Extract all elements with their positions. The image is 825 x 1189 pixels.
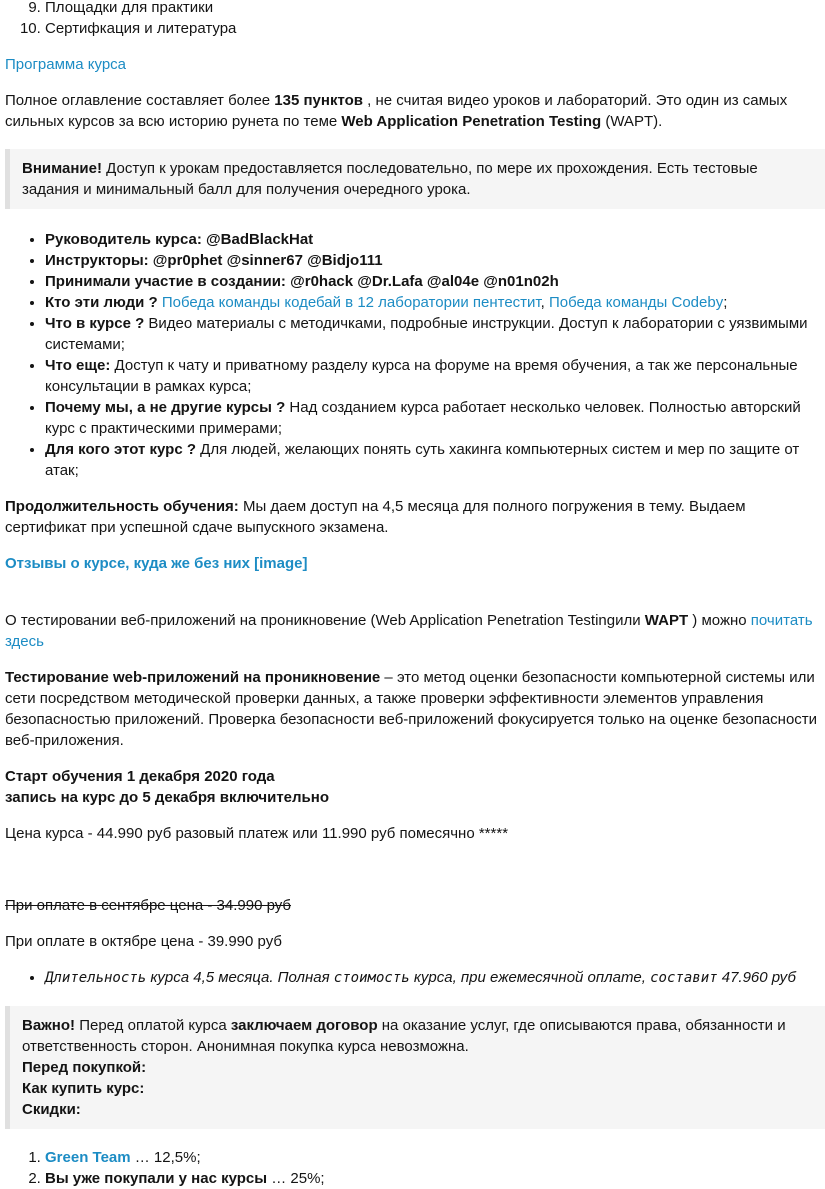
codeby-win-link[interactable]: Победа команды Codeby: [548, 294, 724, 311]
duration-text: Мы даем доступ на 4,5 месяца для полного погружения в тему. Выдаем: [238, 498, 746, 515]
price-october: При оплате в октябре цена - 39.990 руб: [5, 933, 282, 950]
program-paragraph: [5, 54, 825, 75]
discount-label: Вы уже покупали у нас курсы: [45, 1170, 268, 1187]
important-text: ответственность сторон. Анонимная покупка курса невозможна.: [22, 1038, 469, 1055]
info-value: @BadBlackHat: [201, 231, 314, 248]
duration-note-word: составит: [650, 970, 718, 986]
intro-text: (WAPT).: [601, 113, 663, 130]
info-value: атак;: [45, 462, 79, 479]
read-more-link-here[interactable]: здесь: [5, 633, 44, 650]
duration-text: сертификат при успешной сдаче выпускного экзамена.: [5, 519, 389, 536]
info-value: @r0hack @Dr.Lafa @al04e @n01n02h: [285, 273, 559, 290]
definition-paragraph: [5, 667, 825, 751]
list-item: [45, 967, 796, 989]
read-more-link[interactable]: почитать: [750, 612, 813, 629]
definition-text: – это метод оценки безопасности компьютерной системы или: [380, 669, 815, 686]
info-label: Кто эти люди ?: [45, 294, 158, 311]
start-date: Старт обучения 1 декабря 2020 года: [5, 768, 275, 785]
duration-label: Продолжительность обучения:: [5, 498, 239, 515]
notice-text: Доступ к урокам предоставляется последовательно, по мере их прохождения. Есть тестовые: [101, 160, 758, 177]
intro-topic: Web Application Penetration Testing: [341, 113, 602, 130]
info-value: системами;: [45, 336, 125, 353]
info-value: Для людей, желающих понять суть хакинга компьютерных систем и мер по защите от: [196, 441, 800, 458]
info-label: Что в курсе ?: [45, 315, 145, 332]
course-info-list: [45, 229, 808, 481]
definition-term: Тестирование web-приложений на проникновение: [5, 669, 381, 686]
how-to-buy-label[interactable]: Как купить курс:: [22, 1080, 145, 1097]
discount-value: … 25%;: [267, 1170, 325, 1187]
wapt-abbr: WAPT: [644, 612, 689, 629]
duration-note-text: курса 4,5 месяца. Полная: [146, 969, 334, 986]
wapt-text: О тестировании веб-приложений на проникновение (Web Application Penetration Testingили: [5, 612, 645, 629]
important-text: на оказание услуг, где описываются права, обязанности и: [377, 1017, 786, 1034]
list-item: 10. Сертифкация и литература: [45, 18, 236, 39]
info-label: Почему мы, а не другие курсы ?: [45, 399, 286, 416]
info-value: консультации в рамках курса;: [45, 378, 252, 395]
duration-note-list: [45, 967, 796, 989]
program-link[interactable]: Программа курса: [5, 56, 127, 73]
wapt-text: ) можно: [688, 612, 751, 629]
price-text: Цена курса - 44.990 руб разовый платеж или 11.990 руб помесячно *****: [5, 825, 509, 842]
course-outline-list: [45, 0, 236, 39]
intro-count: 135 пунктов: [274, 92, 363, 109]
intro-paragraph: [5, 90, 825, 132]
info-value: Доступ к чату и приватному разделу курса на форуме на время обучения, а так же персональные: [110, 357, 798, 374]
list-item: [45, 250, 805, 271]
intro-text: Полное оглавление составляет более: [5, 92, 275, 109]
definition-text: сети посредством методической проверки данных, а также проверки эффективности элементов управления: [5, 690, 764, 707]
info-label: Руководитель курса:: [45, 231, 202, 248]
info-value: @pr0phet @sinner67 @Bidjo111: [148, 252, 383, 269]
info-label: Инструкторы:: [45, 252, 149, 269]
discount-list: [45, 1147, 325, 1189]
list-item: [45, 271, 805, 292]
intro-text: , не считая видео уроков и лабораторий. Это один из самых: [363, 92, 788, 109]
start-paragraph: [5, 766, 825, 808]
green-team-link[interactable]: Green Team: [45, 1149, 131, 1166]
info-label: Для кого этот курс ?: [45, 441, 197, 458]
list-item: [45, 229, 805, 250]
duration-paragraph: [5, 496, 825, 538]
info-label: Что еще:: [45, 357, 111, 374]
definition-text: веб-приложения.: [5, 732, 124, 749]
list-item: [45, 1168, 325, 1189]
intro-text: сильных курсов за всю историю рунета по теме: [5, 113, 342, 130]
separator: ;: [723, 294, 728, 311]
important-text: Перед оплатой курса: [75, 1017, 231, 1034]
list-item: [45, 439, 805, 481]
list-item: [45, 313, 808, 355]
important-contract: заключаем договор: [230, 1017, 378, 1034]
duration-note-text: курса, при ежемесячной оплате,: [409, 969, 651, 986]
discount-value: … 12,5%;: [130, 1149, 201, 1166]
list-item: 9. Площадки для практики: [45, 0, 236, 18]
definition-text: безопасностью приложений. Проверка безопасности веб-приложений фокусируется только на оценке безопасности: [5, 711, 818, 728]
codeby-lab-win-link[interactable]: Победа команды кодебай в 12 лаборатории пентестит: [161, 294, 541, 311]
duration-note-word: стоимость: [333, 970, 410, 986]
reviews-link[interactable]: Отзывы о курсе, куда же без них [image]: [5, 555, 308, 572]
list-item: [45, 355, 805, 397]
price-september: При оплате в сентябре цена - 34.990 руб: [5, 897, 292, 914]
enrollment-deadline: запись на курс до 5 декабря включительно: [5, 789, 330, 806]
reviews-paragraph: [5, 553, 825, 574]
duration-note-word: Длительность: [45, 970, 147, 986]
info-value: Над созданием курса работает несколько человек. Полностью авторский: [285, 399, 801, 416]
important-label: Важно!: [22, 1017, 76, 1034]
discounts-label[interactable]: Скидки:: [22, 1101, 81, 1118]
important-callout: [5, 1006, 825, 1129]
info-value: Видео материалы с методичками, подробные инструкции. Доступ к лаборатории с уязвимыми: [144, 315, 808, 332]
notice-text: задания и минимальный балл для получения очередного урока.: [22, 181, 471, 198]
info-value: курс с практическими примерами;: [45, 420, 283, 437]
info-label: Принимали участие в создании:: [45, 273, 286, 290]
wapt-paragraph: [5, 610, 825, 652]
notice-label: Внимание!: [22, 160, 102, 177]
separator: ,: [540, 294, 549, 311]
list-item: [45, 397, 805, 439]
before-purchase-label[interactable]: Перед покупкой:: [22, 1059, 147, 1076]
duration-note-text: 47.960 руб: [717, 969, 796, 986]
notice-callout: [5, 149, 825, 209]
list-item: [45, 292, 805, 313]
list-item: [45, 1147, 325, 1168]
